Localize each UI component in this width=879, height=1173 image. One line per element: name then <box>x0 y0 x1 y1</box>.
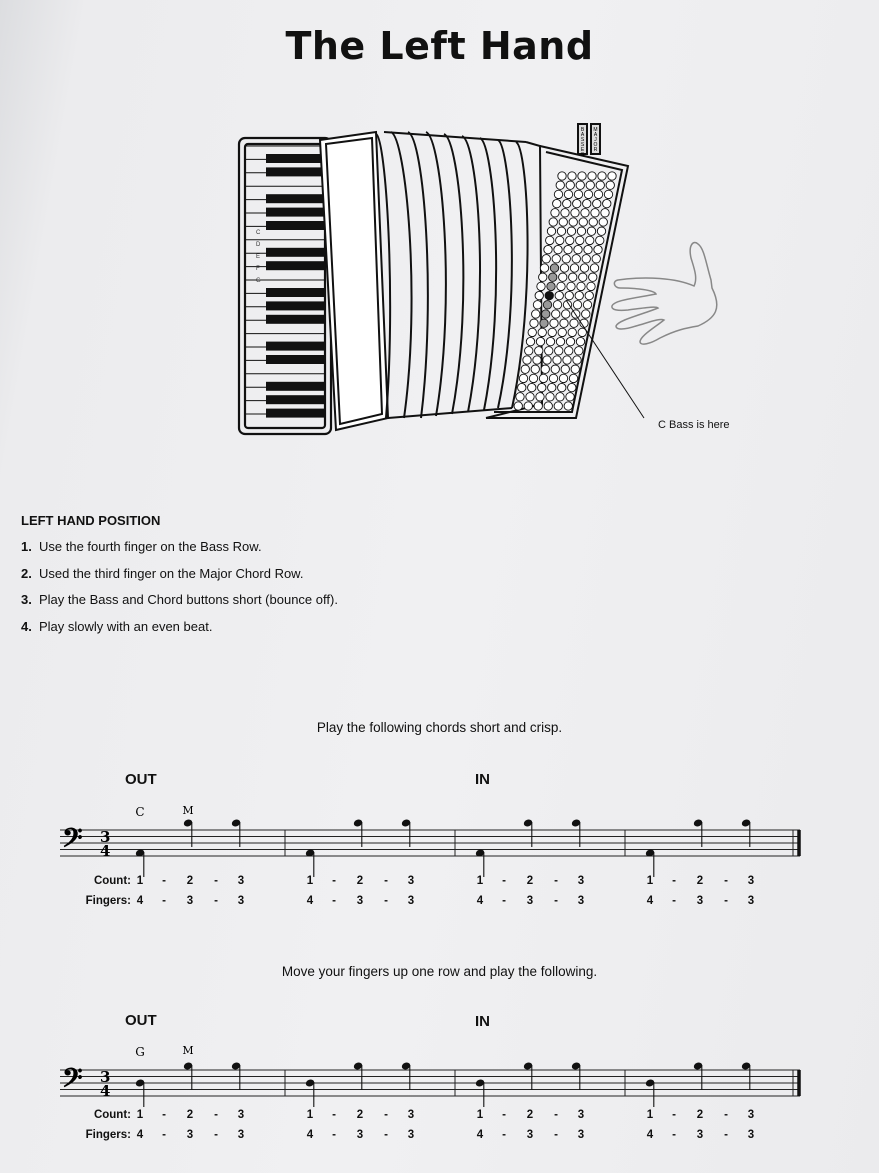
tab-letter: A <box>580 132 585 138</box>
count-cell: 1 <box>306 875 314 887</box>
bass-button <box>535 347 543 355</box>
count-cell: - <box>384 1109 388 1121</box>
count-cell: 1 <box>306 1109 314 1121</box>
bass-button <box>577 282 585 290</box>
bass-button <box>550 319 558 327</box>
count-cell: - <box>162 875 166 887</box>
bass-button <box>584 245 592 253</box>
bass-letter-label: G <box>135 1045 145 1059</box>
black-key <box>266 288 324 297</box>
tab-letter: B <box>580 127 585 133</box>
step-item: 4. Play slowly with an even beat. <box>21 618 213 634</box>
count-cell: - <box>332 875 336 887</box>
finger-cell: 3 <box>237 1129 245 1141</box>
bass-button <box>518 383 526 391</box>
bass-button <box>556 181 564 189</box>
bass-button <box>516 393 524 401</box>
bass-button <box>553 199 561 207</box>
finger-cell: 3 <box>356 1129 364 1141</box>
count-cell: - <box>502 1109 506 1121</box>
bass-button <box>588 172 596 180</box>
bass-button <box>547 227 555 235</box>
bass-button <box>569 273 577 281</box>
finger-cell: 3 <box>577 895 585 907</box>
bass-button <box>531 365 539 373</box>
bass-button <box>542 310 550 318</box>
bass-button <box>573 356 581 364</box>
bass-button <box>563 199 571 207</box>
bass-button <box>544 245 552 253</box>
count-cell: 3 <box>577 875 585 887</box>
bass-button <box>555 347 563 355</box>
bass-button <box>534 402 542 410</box>
bass-button <box>555 291 563 299</box>
bass-button <box>558 383 566 391</box>
count-cell: - <box>214 1109 218 1121</box>
tab-letter: S <box>580 152 585 158</box>
count-cell: 2 <box>696 875 704 887</box>
bass-button <box>570 319 578 327</box>
bass-button <box>577 227 585 235</box>
finger-cell: 3 <box>747 1129 755 1141</box>
finger-cell: 3 <box>696 895 704 907</box>
finger-cell: 3 <box>237 895 245 907</box>
finger-cell: 4 <box>646 1129 654 1141</box>
count-label: Count: <box>93 1109 131 1121</box>
count-cell: - <box>554 875 558 887</box>
bass-button <box>567 227 575 235</box>
bass-button <box>586 181 594 189</box>
bass-button <box>554 245 562 253</box>
bass-button <box>589 218 597 226</box>
bass-letter-label: C <box>135 805 145 819</box>
bass-button <box>589 273 597 281</box>
bass-buttons <box>514 172 616 410</box>
bass-button <box>566 393 574 401</box>
bass-button <box>596 236 604 244</box>
count-cell: - <box>672 1109 676 1121</box>
bass-button <box>576 181 584 189</box>
tab-letter: E <box>580 147 585 153</box>
bass-button <box>549 374 557 382</box>
bass-button <box>576 236 584 244</box>
finger-cell: 3 <box>747 895 755 907</box>
key-letter: E <box>256 254 261 260</box>
bass-button <box>566 181 574 189</box>
bass-button <box>603 199 611 207</box>
bass-button <box>571 209 579 217</box>
bass-button <box>575 347 583 355</box>
bass-clef-icon: 𝄢 <box>62 1062 83 1101</box>
bass-button <box>556 393 564 401</box>
in-label: IN <box>475 771 490 788</box>
bass-button <box>587 282 595 290</box>
bass-button <box>543 301 551 309</box>
bass-button <box>559 273 567 281</box>
tab-letter: S <box>580 142 585 148</box>
bass-button <box>557 227 565 235</box>
bass-button <box>529 374 537 382</box>
bass-button <box>606 181 614 189</box>
black-key <box>266 355 324 364</box>
finger-cell: - <box>724 895 728 907</box>
key-letter: F <box>256 266 260 272</box>
bass-button <box>574 190 582 198</box>
tab-letter: A <box>593 132 598 138</box>
black-key <box>266 167 324 176</box>
bass-button <box>564 402 572 410</box>
bass-button <box>560 264 568 272</box>
count-cell: 2 <box>356 1109 364 1121</box>
bass-button <box>591 209 599 217</box>
count-cell: 3 <box>747 875 755 887</box>
bass-button <box>598 172 606 180</box>
finger-cell: - <box>384 1129 388 1141</box>
bass-button <box>579 273 587 281</box>
time-signature-bottom: 4 <box>100 1082 111 1100</box>
bass-button <box>530 319 538 327</box>
in-label: IN <box>475 1013 490 1030</box>
black-key <box>266 221 324 230</box>
tab-letter: O <box>593 142 598 148</box>
count-cell: 2 <box>186 875 194 887</box>
count-cell: 3 <box>407 875 415 887</box>
bass-button <box>528 383 536 391</box>
key-letter: G <box>256 278 261 284</box>
count-cell: 1 <box>476 875 484 887</box>
bass-button <box>561 365 569 373</box>
bass-button <box>574 245 582 253</box>
bass-button <box>552 310 560 318</box>
steps-list <box>21 539 338 645</box>
bass-button <box>545 347 553 355</box>
bass-button <box>549 218 557 226</box>
count-cell: 2 <box>356 875 364 887</box>
exercise1-instruction: Play the following chords short and crisp. <box>316 720 563 735</box>
bass-button <box>604 190 612 198</box>
bass-button <box>552 255 560 263</box>
count-cell: - <box>214 875 218 887</box>
count-cell: 3 <box>237 1109 245 1121</box>
finger-cell: 4 <box>136 895 144 907</box>
bass-button <box>554 190 562 198</box>
black-key <box>266 409 324 418</box>
bass-button <box>594 190 602 198</box>
finger-cell: 3 <box>356 895 364 907</box>
finger-cell: 3 <box>407 1129 415 1141</box>
bass-button <box>551 209 559 217</box>
finger-cell: - <box>214 895 218 907</box>
black-key <box>266 301 324 310</box>
black-key <box>266 261 324 270</box>
bass-button <box>548 328 556 336</box>
finger-cell: 4 <box>136 1129 144 1141</box>
black-key <box>266 395 324 404</box>
time-signature-top: 3 <box>100 828 111 846</box>
finger-cell: 4 <box>306 895 314 907</box>
black-key <box>266 154 324 163</box>
bass-button <box>568 328 576 336</box>
bass-button <box>586 236 594 244</box>
bass-button <box>542 255 550 263</box>
bass-button <box>581 209 589 217</box>
count-cell: - <box>384 875 388 887</box>
bass-button <box>575 291 583 299</box>
count-cell: 1 <box>646 1109 654 1121</box>
bass-button <box>562 310 570 318</box>
finger-cell: - <box>332 1129 336 1141</box>
key-letter: D <box>256 242 261 248</box>
finger-cell: - <box>724 1129 728 1141</box>
time-signature-bottom: 4 <box>100 842 111 860</box>
chord-letter-label: M <box>182 804 194 817</box>
accordion-illustration <box>236 118 756 444</box>
black-key <box>266 342 324 351</box>
bass-button <box>562 255 570 263</box>
bass-button <box>550 264 558 272</box>
bass-button <box>567 282 575 290</box>
count-cell: 1 <box>136 1109 144 1121</box>
bass-button <box>569 374 577 382</box>
bass-button <box>583 301 591 309</box>
tab-letter: R <box>593 147 598 153</box>
bass-button <box>587 227 595 235</box>
bass-button <box>578 172 586 180</box>
count-cell: 3 <box>237 875 245 887</box>
bass-button <box>536 393 544 401</box>
bass-button <box>565 347 573 355</box>
bass-button <box>526 393 534 401</box>
bass-button <box>536 337 544 345</box>
black-key <box>266 382 324 391</box>
count-cell: - <box>332 1109 336 1121</box>
count-cell: - <box>502 875 506 887</box>
finger-cell: - <box>554 1129 558 1141</box>
bass-button <box>544 402 552 410</box>
bass-button <box>540 264 548 272</box>
bass-button <box>582 255 590 263</box>
count-cell: - <box>724 875 728 887</box>
count-cell: 3 <box>577 1109 585 1121</box>
finger-cell: - <box>162 895 166 907</box>
bass-button <box>533 301 541 309</box>
bass-button <box>573 199 581 207</box>
bass-button <box>546 337 554 345</box>
bass-button <box>563 356 571 364</box>
bass-button <box>564 190 572 198</box>
count-cell: 2 <box>526 1109 534 1121</box>
count-cell: 3 <box>747 1109 755 1121</box>
bass-button <box>524 402 532 410</box>
finger-cell: 4 <box>476 895 484 907</box>
bass-button <box>584 190 592 198</box>
bass-button <box>533 356 541 364</box>
bass-button <box>532 310 540 318</box>
finger-cell: 4 <box>646 895 654 907</box>
bass-button <box>580 264 588 272</box>
bass-button <box>528 328 536 336</box>
bass-button <box>570 264 578 272</box>
tab-letter: S <box>580 137 585 143</box>
bass-button <box>523 356 531 364</box>
finger-cell: 3 <box>186 1129 194 1141</box>
page-title: The Left Hand <box>285 24 594 68</box>
fingers-label: Fingers: <box>85 895 131 907</box>
bass-button <box>558 172 566 180</box>
bass-button <box>549 273 557 281</box>
tab-letter: J <box>594 137 597 143</box>
count-cell: - <box>724 1109 728 1121</box>
hand-icon <box>612 243 717 345</box>
finger-cell: 3 <box>696 1129 704 1141</box>
time-signature-top: 3 <box>100 1068 111 1086</box>
bass-button <box>553 356 561 364</box>
count-cell: 3 <box>407 1109 415 1121</box>
bass-button <box>537 282 545 290</box>
bass-button <box>597 227 605 235</box>
bass-clef-icon: 𝄢 <box>62 822 83 861</box>
bass-button <box>546 236 554 244</box>
fingers-label: Fingers: <box>85 1129 131 1141</box>
tab-letter: M <box>593 127 598 133</box>
bass-button <box>566 236 574 244</box>
bass-button <box>599 218 607 226</box>
finger-cell: - <box>162 1129 166 1141</box>
bass-button <box>593 199 601 207</box>
count-cell: 2 <box>186 1109 194 1121</box>
finger-cell: 3 <box>526 1129 534 1141</box>
bass-button <box>543 356 551 364</box>
finger-cell: 3 <box>526 895 534 907</box>
finger-cell: - <box>672 1129 676 1141</box>
count-cell: 1 <box>646 875 654 887</box>
piano-keys <box>246 146 324 418</box>
bass-button <box>590 264 598 272</box>
finger-cell: 4 <box>306 1129 314 1141</box>
finger-cell: 3 <box>186 895 194 907</box>
bass-button <box>594 245 602 253</box>
c-bass-button <box>545 291 553 299</box>
bass-button <box>554 402 562 410</box>
finger-cell: - <box>332 895 336 907</box>
bass-button <box>579 218 587 226</box>
black-key <box>266 248 324 257</box>
bass-button <box>559 218 567 226</box>
bass-button <box>551 365 559 373</box>
bass-button <box>553 301 561 309</box>
black-key <box>266 208 324 217</box>
step-item: 2. Used the third finger on the Major Chord Row. <box>21 565 304 581</box>
finger-cell: - <box>384 895 388 907</box>
finger-cell: - <box>502 1129 506 1141</box>
bass-button <box>560 319 568 327</box>
bass-button <box>559 374 567 382</box>
bass-button <box>539 374 547 382</box>
count-cell: 1 <box>476 1109 484 1121</box>
bass-button <box>556 236 564 244</box>
black-key <box>266 315 324 324</box>
chord-letter-label: M <box>182 1044 194 1057</box>
bass-button <box>558 328 566 336</box>
count-cell: 2 <box>696 1109 704 1121</box>
bass-button <box>521 365 529 373</box>
bass-button <box>535 291 543 299</box>
count-cell: - <box>672 875 676 887</box>
count-cell: - <box>554 1109 558 1121</box>
bass-button <box>571 365 579 373</box>
bass-button <box>539 273 547 281</box>
bass-button <box>573 301 581 309</box>
bass-button <box>540 319 548 327</box>
bass-button <box>548 383 556 391</box>
bass-button <box>519 374 527 382</box>
bass-button <box>572 255 580 263</box>
bass-button <box>514 402 522 410</box>
bass-button <box>596 181 604 189</box>
bass-button <box>565 291 573 299</box>
out-label: OUT <box>125 1012 157 1029</box>
bass-button <box>547 282 555 290</box>
bass-button <box>546 393 554 401</box>
count-cell: - <box>162 1109 166 1121</box>
bass-button <box>576 337 584 345</box>
bass-button <box>608 172 616 180</box>
finger-cell: 3 <box>407 895 415 907</box>
finger-cell: 4 <box>476 1129 484 1141</box>
bass-button <box>538 328 546 336</box>
finger-cell: - <box>672 895 676 907</box>
black-key <box>266 194 324 203</box>
bass-button <box>582 310 590 318</box>
bass-button <box>592 255 600 263</box>
bass-button <box>568 383 576 391</box>
finger-cell: - <box>502 895 506 907</box>
finger-cell: - <box>214 1129 218 1141</box>
bass-button <box>541 365 549 373</box>
section-heading: LEFT HAND POSITION <box>21 513 161 528</box>
bass-button <box>566 337 574 345</box>
count-label: Count: <box>93 875 131 887</box>
bass-button <box>585 291 593 299</box>
bass-button <box>568 172 576 180</box>
finger-cell: - <box>554 895 558 907</box>
bass-button <box>561 209 569 217</box>
step-item: 1. Use the fourth finger on the Bass Row. <box>21 539 262 554</box>
out-label: OUT <box>125 771 157 788</box>
bass-button <box>601 209 609 217</box>
count-cell: 1 <box>136 875 144 887</box>
step-item: 3. Play the Bass and Chord buttons short (bounce off). <box>21 592 338 607</box>
c-bass-callout: C Bass is here <box>658 419 730 431</box>
finger-cell: 3 <box>577 1129 585 1141</box>
key-letter: C <box>256 230 261 236</box>
bass-button <box>564 245 572 253</box>
bass-button <box>556 337 564 345</box>
bass-button <box>557 282 565 290</box>
bass-button <box>525 347 533 355</box>
exercise2-instruction: Move your fingers up one row and play the following. <box>281 964 598 979</box>
bass-button <box>538 383 546 391</box>
bass-button <box>583 199 591 207</box>
count-cell: 2 <box>526 875 534 887</box>
bass-button <box>526 337 534 345</box>
bass-button <box>569 218 577 226</box>
